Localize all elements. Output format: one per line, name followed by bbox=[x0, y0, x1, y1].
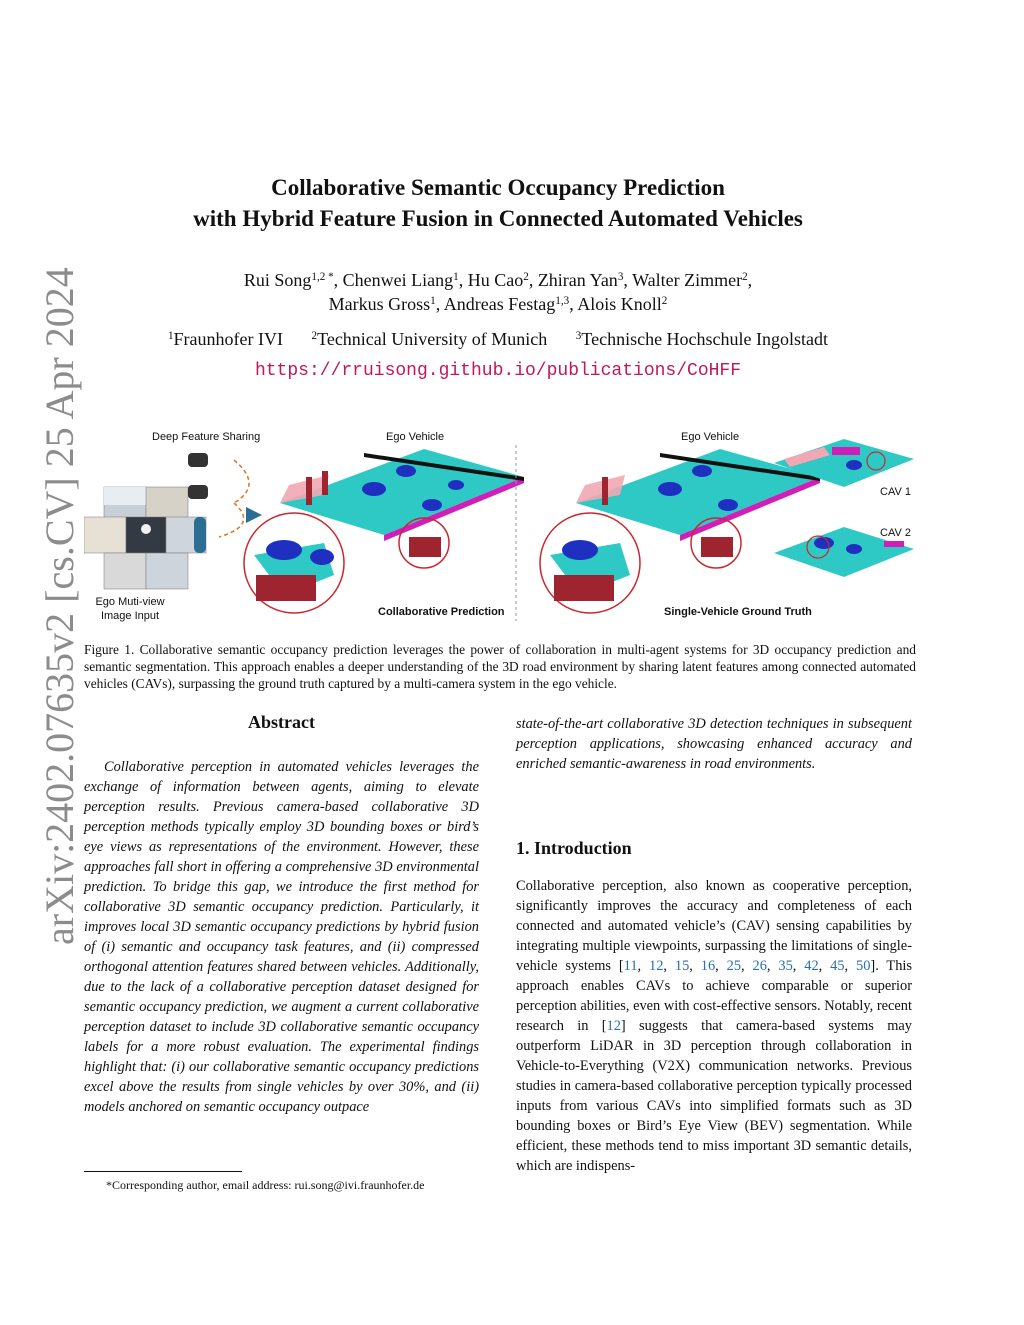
author-affil: 1,2 * bbox=[311, 270, 334, 283]
author-line-2: Markus Gross$^1$, Andreas Festag$^{1,3}$, Alois Knoll$^2$ bbox=[328, 294, 668, 314]
citation[interactable]: 26 bbox=[752, 958, 767, 974]
affiliation bbox=[576, 329, 828, 349]
intro-part-1: Collaborative perception, also known as cooperative perception, significantly improves the accuracy and completeness of each connected and automated vehicle’s (CAV) sensing capabilities by integrating multiple viewpoints, surpassing the limitations of single-vehicle systems [ bbox=[516, 878, 912, 974]
scene-collaborative bbox=[244, 449, 524, 613]
affiliation-name: Fraunhofer IVI bbox=[173, 329, 284, 349]
intro-text: Collaborative perception, also known as cooperative perception, significantly improves the accuracy and completeness of each connected and automated vehicle’s (CAV) sensing capabilities by integrating multiple viewpoints, surpassing the limitations of single-vehicle systems [11, 12, 15, 16, 25, 26, 35, 42, 45, 50]. This approach enables CAVs to achieve comparable or superior perception abilities, even with cost-effective sensors. Notably, recent research in [12] suggests that camera-based systems may outperform LiDAR in 3D perception through collaboration in Vehicle-to-Everything (V2X) communication networks. Previous studies in camera-based collaborative perception typically processed inputs from various CAVs into simplified formats such as 3D bounding boxes or Bird’s Eye View (BEV) segmentation. While efficient, these methods tend to miss important 3D semantic details, which are indispens- bbox=[516, 878, 913, 1174]
affiliation bbox=[168, 329, 283, 349]
footnote-rule bbox=[84, 1171, 242, 1172]
arxiv-stamp: arXiv:2402.07635v2 [cs.CV] 25 Apr 2024 bbox=[37, 267, 82, 945]
author-name: Andreas Festag bbox=[443, 294, 556, 314]
figure-1 bbox=[84, 425, 916, 625]
author-name: Alois Knoll bbox=[577, 294, 662, 314]
label-deep-feature-sharing: Deep Feature Sharing bbox=[152, 431, 261, 443]
intro-part-2: ]. This approach enables CAVs to achieve comparable or superior perception abilities, even with cost-effective sensors. Notably, recent research in [ bbox=[516, 958, 913, 1034]
footnote: *Corresponding author, email address: rui.song@ivi.fraunhofer.de bbox=[106, 1178, 425, 1192]
scene-ground-truth bbox=[540, 449, 820, 613]
label-cav1: CAV 1 bbox=[880, 486, 911, 498]
title-line-2: with Hybrid Feature Fusion in Connected Automated Vehicles bbox=[193, 206, 803, 231]
citation[interactable]: 16 bbox=[700, 958, 716, 974]
affiliation-num: 3 bbox=[575, 329, 582, 342]
author-name: Rui Song bbox=[243, 270, 312, 290]
citation[interactable]: 50 bbox=[856, 958, 871, 974]
author-name: Markus Gross bbox=[328, 294, 431, 314]
citation[interactable]: 45 bbox=[830, 958, 845, 974]
citation[interactable]: 12 bbox=[649, 958, 664, 974]
paper-title bbox=[100, 172, 896, 234]
abstract-text-left: Collaborative perception in automated vehicles leverages the exchange of information between agents, aiming to elevate perception results. Previous camera-based collaborative 3D perception methods typically employ 3D bounding boxes or bird’s eye views as representations of the environment. However, these approaches fall short in offering a comprehensive 3D environmental prediction. To bridge this gap, we introduce the first method for collaborative 3D semantic occupancy prediction. Particularly, it improves local 3D semantic occupancy predictions by hybrid fusion of (i) semantic and occupancy task features, and (ii) compressed orthogonal attention features shared between vehicles. Additionally, due to the lack of a collaborative perception dataset designed for semantic occupancy prediction, we augment a current collaborative perception dataset to include 3D collaborative semantic occupancy labels for a more robust evaluation. The experimental findings highlight that: (i) our collaborative semantic occupancy predictions excel above the results from single vehicles by over 30%, and (ii) models anchored on semantic occupancy outpace bbox=[84, 759, 479, 1115]
author-affil: 2 bbox=[523, 270, 529, 283]
citation[interactable]: 11 bbox=[623, 958, 638, 974]
author-list bbox=[100, 268, 896, 316]
label-cav2: CAV 2 bbox=[880, 527, 911, 539]
label-ego-input-2: Image Input bbox=[100, 610, 160, 622]
intro-heading: 1. Introduction bbox=[516, 838, 632, 858]
label-ego-vehicle-right: Ego Vehicle bbox=[681, 431, 740, 443]
label-ego-input-1: Ego Muti-view bbox=[95, 596, 165, 608]
label-single-vehicle-gt: Single-Vehicle Ground Truth bbox=[664, 606, 812, 618]
author-line-1: Rui Song$^{1,2 *}$, Chenwei Liang$^1$, Hu Cao$^2$, Zhiran Yan$^3$, Walter Zimmer$^2$, bbox=[243, 270, 753, 290]
affiliation bbox=[312, 329, 548, 349]
label-collab-prediction: Collaborative Prediction bbox=[378, 606, 505, 618]
affiliation-name: Technical University of Munich bbox=[317, 329, 548, 349]
author-affil: 1 bbox=[430, 294, 436, 307]
author-affil: 1 bbox=[453, 270, 459, 283]
flow-arrow bbox=[246, 507, 262, 523]
author-affil: 2 bbox=[742, 270, 748, 283]
author-name: Zhiran Yan bbox=[537, 270, 618, 290]
affiliations bbox=[100, 327, 896, 351]
citation[interactable]: 25 bbox=[726, 958, 742, 974]
project-url-link[interactable]: https://rruisong.github.io/publications/CoHFF bbox=[254, 361, 742, 381]
affiliation-num: 2 bbox=[311, 329, 318, 342]
author-name: Hu Cao bbox=[467, 270, 524, 290]
abstract-heading: Abstract bbox=[248, 712, 315, 732]
author-affil: 1,3 bbox=[555, 294, 570, 307]
cav-icons bbox=[188, 453, 249, 553]
author-name: Chenwei Liang bbox=[342, 270, 454, 290]
citation[interactable]: 12 bbox=[606, 1018, 621, 1034]
citation[interactable]: 42 bbox=[804, 958, 819, 974]
affiliation-num: 1 bbox=[167, 329, 174, 342]
title-line-1: Collaborative Semantic Occupancy Prediction bbox=[271, 175, 725, 200]
abstract-text-right: state-of-the-art collaborative 3D detection techniques in subsequent perception applications, showcasing enhanced accuracy and enriched semantic-awareness in road environments. bbox=[516, 716, 912, 772]
author-affil: 3 bbox=[617, 270, 624, 283]
author-name: Walter Zimmer bbox=[632, 270, 743, 290]
intro-part-3: ] suggests that camera-based systems may outperform LiDAR in 3D perception through collaboration in Vehicle-to-Everything (V2X) communication networks. Previous studies in camera-based collaborative perception typically processed inputs from various CAVs into simplified formats such as 3D bounding boxes or Bird’s Eye View (BEV) segmentation. While efficient, these methods tend to miss important 3D semantic details, which are indispens- bbox=[516, 1018, 912, 1174]
camera-images bbox=[84, 487, 206, 589]
figure-caption: Figure 1. Collaborative semantic occupancy prediction leverages the power of collaboration in multi-agent systems for 3D occupancy prediction and semantic segmentation. This approach enables a deeper understanding of the 3D road environment by sharing latent features among connected automated vehicles (CAVs), surpassing the ground truth captured by a multi-camera system in the ego vehicle. bbox=[84, 642, 916, 691]
citation[interactable]: 35 bbox=[778, 958, 793, 974]
author-affil: 2 bbox=[661, 294, 668, 307]
citation[interactable]: 15 bbox=[674, 958, 690, 974]
affiliation-name: Technische Hochschule Ingolstadt bbox=[581, 329, 829, 349]
label-ego-vehicle-left: Ego Vehicle bbox=[386, 431, 445, 443]
